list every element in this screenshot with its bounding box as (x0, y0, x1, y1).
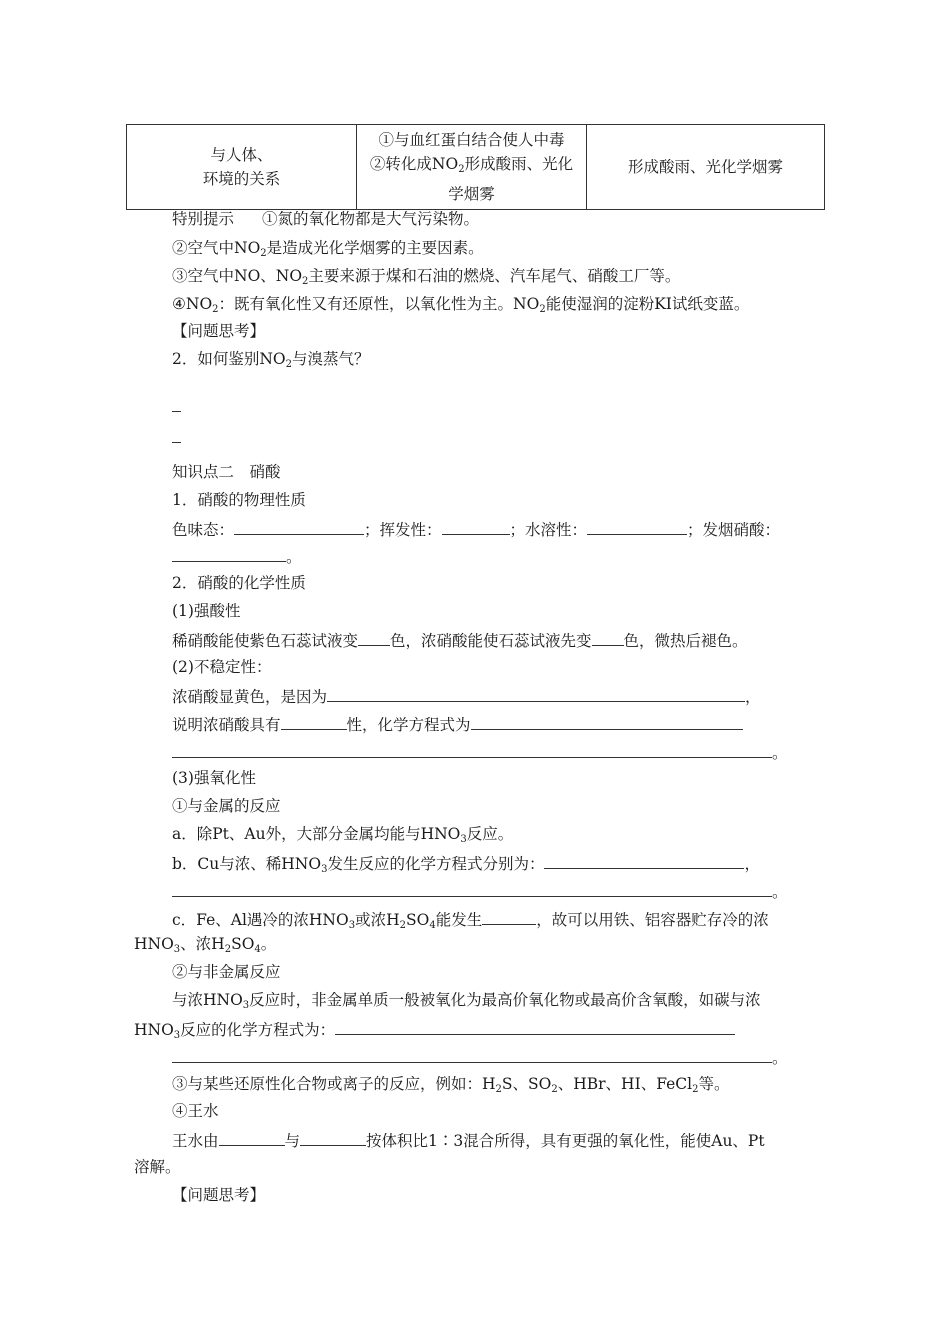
text: ， (744, 855, 760, 873)
answer-blank[interactable] (327, 683, 745, 702)
text: ；发烟硝酸： (687, 521, 781, 539)
cell-text: ①与血红蛋白结合使人中毒 (378, 131, 565, 149)
strong-acid-text (172, 627, 748, 653)
metal-text (172, 878, 788, 904)
text: 能发生 (435, 911, 483, 929)
tip-line-1 (172, 207, 479, 231)
tip-line-2 (172, 236, 484, 266)
text: 王水由 (172, 1132, 219, 1150)
subscript: 3 (321, 864, 328, 875)
text: 说明浓硝酸具有 (172, 716, 281, 734)
tip-line-3 (172, 264, 680, 294)
text: 、浓H (180, 935, 225, 953)
text: 性，化学方程式为 (346, 716, 471, 734)
subscript: 3 (173, 944, 181, 955)
cell-text-part: 形成酸雨、光化 (464, 155, 574, 173)
table-cell-no2 (587, 125, 825, 210)
nonmetal-text (172, 988, 761, 1018)
subscript: 2 (495, 1084, 502, 1095)
question-part: 与溴蒸气？ (292, 350, 370, 368)
cell-text: 形成酸雨、光化学烟雾 (627, 158, 783, 176)
text: 。 (260, 935, 277, 953)
reducing-text (172, 1072, 729, 1102)
answer-blank[interactable] (335, 1016, 735, 1035)
answer-blank[interactable] (587, 516, 687, 535)
answer-blank[interactable] (592, 627, 624, 646)
subscript: 2 (458, 164, 465, 175)
text: HNO (134, 1021, 174, 1039)
text: 色味态： (172, 521, 235, 539)
question-heading: 【问题思考】 (172, 322, 266, 340)
unstable-text (172, 739, 788, 765)
subscript: 2 (399, 920, 406, 931)
metal-text (134, 932, 276, 962)
text: ③与某些还原性化合物或离子的反应，例如：H (172, 1075, 496, 1093)
tip-text: 是造成光化学烟雾的主要因素。 (266, 239, 484, 257)
text: 色，微热后褪色。 (623, 632, 748, 650)
subsection-heading: ①与金属的反应 (172, 797, 281, 815)
question-part: 2．如何鉴别NO (172, 350, 286, 368)
text: HNO (134, 935, 174, 953)
text: 反应的化学方程式为： (180, 1021, 336, 1039)
subscript: 3 (460, 834, 467, 845)
answer-blank[interactable] (234, 516, 364, 535)
answer-blank[interactable] (172, 878, 772, 897)
subscript: 2 (692, 1084, 699, 1095)
subsection-heading: (1)强酸性 (172, 602, 241, 620)
subscript: 2 (302, 276, 309, 287)
subsection-heading: ②与非金属反应 (172, 963, 281, 981)
subscript: 4 (254, 944, 261, 955)
tip-text: ④NO (172, 295, 213, 313)
answer-blank[interactable] (219, 1127, 285, 1146)
text: SO (231, 935, 255, 953)
text: c．Fe、Al遇冷的浓HNO (172, 911, 349, 929)
answer-line-mark (172, 411, 181, 412)
unstable-text (172, 711, 743, 737)
tip-label: 特别提示 (172, 210, 235, 228)
text: S、SO (501, 1075, 552, 1093)
tip-text: ③空气中NO、NO (172, 267, 303, 285)
text: SO (405, 911, 430, 929)
unstable-text (172, 683, 761, 709)
subsection-heading: ④王水 (172, 1102, 219, 1120)
aqua-regia-text (172, 1127, 765, 1153)
nitrogen-oxides-table (126, 124, 825, 210)
subscript: 2 (260, 248, 267, 259)
aqua-regia-text: 溶解。 (134, 1158, 181, 1176)
tip-text: 能使湿润的淀粉KI试纸变蓝。 (545, 295, 750, 313)
nonmetal-text (172, 1044, 788, 1070)
text: a．除Pt、Au外，大部分金属均能与HNO (172, 825, 461, 843)
tip-text: ：既有氧化性又有还原性，以氧化性为主。NO (218, 295, 540, 313)
text: 反应。 (466, 825, 514, 843)
answer-blank[interactable] (281, 711, 347, 730)
text: 按体积比1∶3混合所得，具有更强的氧化性，能使Au、Pt (366, 1132, 765, 1150)
text: 与浓HNO (172, 991, 243, 1009)
text: 稀硝酸能使紫色石蕊试液变 (172, 632, 359, 650)
text: ， (745, 688, 761, 706)
physical-properties (172, 516, 780, 542)
subscript: 3 (348, 920, 356, 931)
subsection-heading: (3)强氧化性 (172, 769, 256, 787)
text: ，故可以用铁、铝容器贮存冷的浓 (536, 911, 769, 929)
question-text (172, 347, 370, 377)
text: 反应时，非金属单质一般被氧化为最高价氧化物或最高价含氧酸，如碳与浓 (249, 991, 761, 1009)
answer-blank[interactable] (442, 516, 510, 535)
answer-line-mark (172, 442, 181, 443)
tip-text: 主要来源于煤和石油的燃烧、汽车尾气、硝酸工厂等。 (308, 267, 681, 285)
subscript: 2 (212, 304, 219, 315)
subscript: 2 (285, 359, 293, 370)
subscript: 3 (242, 1000, 250, 1011)
text: 。 (772, 883, 788, 901)
cell-text-part: ②转化成NO (369, 155, 459, 173)
text: 与 (284, 1132, 301, 1150)
text: 或浓H (355, 911, 400, 929)
answer-blank[interactable] (172, 739, 772, 758)
cell-text: 学烟雾 (448, 185, 495, 203)
tip-line-4 (172, 292, 749, 322)
text: ；水溶性： (509, 521, 588, 539)
subsection-heading: 2．硝酸的化学性质 (172, 574, 306, 592)
text: ；挥发性： (364, 521, 442, 539)
tip-text: ②空气中NO (172, 239, 261, 257)
answer-blank[interactable] (471, 711, 743, 730)
text: 。 (772, 1049, 788, 1067)
subscript: 2 (539, 304, 546, 315)
table-cell-category (127, 125, 357, 210)
subscript: 2 (224, 944, 232, 955)
text: 。 (286, 548, 302, 566)
answer-blank[interactable] (358, 627, 390, 646)
text: 发生反应的化学方程式分别为： (327, 855, 545, 873)
subscript: 4 (429, 920, 436, 931)
tip-text: ①氮的氧化物都是大气污染物。 (262, 210, 480, 228)
section-title: 知识点二 硝酸 (172, 463, 281, 481)
text: 色，浓硝酸能使石蕊试液先变 (390, 632, 592, 650)
table-row (127, 125, 825, 210)
answer-blank[interactable] (172, 543, 286, 562)
table-cell-no (357, 125, 587, 210)
physical-properties-cont (172, 543, 302, 569)
answer-blank[interactable] (544, 850, 744, 869)
cell-text: 环境的关系 (202, 170, 281, 188)
text: b．Cu与浓、稀HNO (172, 855, 322, 873)
cell-text: 与人体、 (210, 146, 273, 164)
question-heading: 【问题思考】 (172, 1186, 266, 1204)
text: 。 (772, 744, 788, 762)
subscript: 2 (551, 1084, 558, 1095)
answer-blank[interactable] (172, 1044, 772, 1063)
subscript: 3 (173, 1030, 181, 1041)
answer-blank[interactable] (482, 906, 536, 925)
subsection-heading: 1．硝酸的物理性质 (172, 491, 306, 509)
metal-text (172, 822, 513, 852)
text: 浓硝酸显黄色，是因为 (172, 688, 328, 706)
cell-text (361, 152, 582, 182)
text: 等。 (698, 1075, 730, 1093)
text: 、HBr、HI、FeCl (557, 1075, 693, 1093)
subsection-heading: (2)不稳定性： (172, 658, 272, 676)
answer-blank[interactable] (300, 1127, 366, 1146)
